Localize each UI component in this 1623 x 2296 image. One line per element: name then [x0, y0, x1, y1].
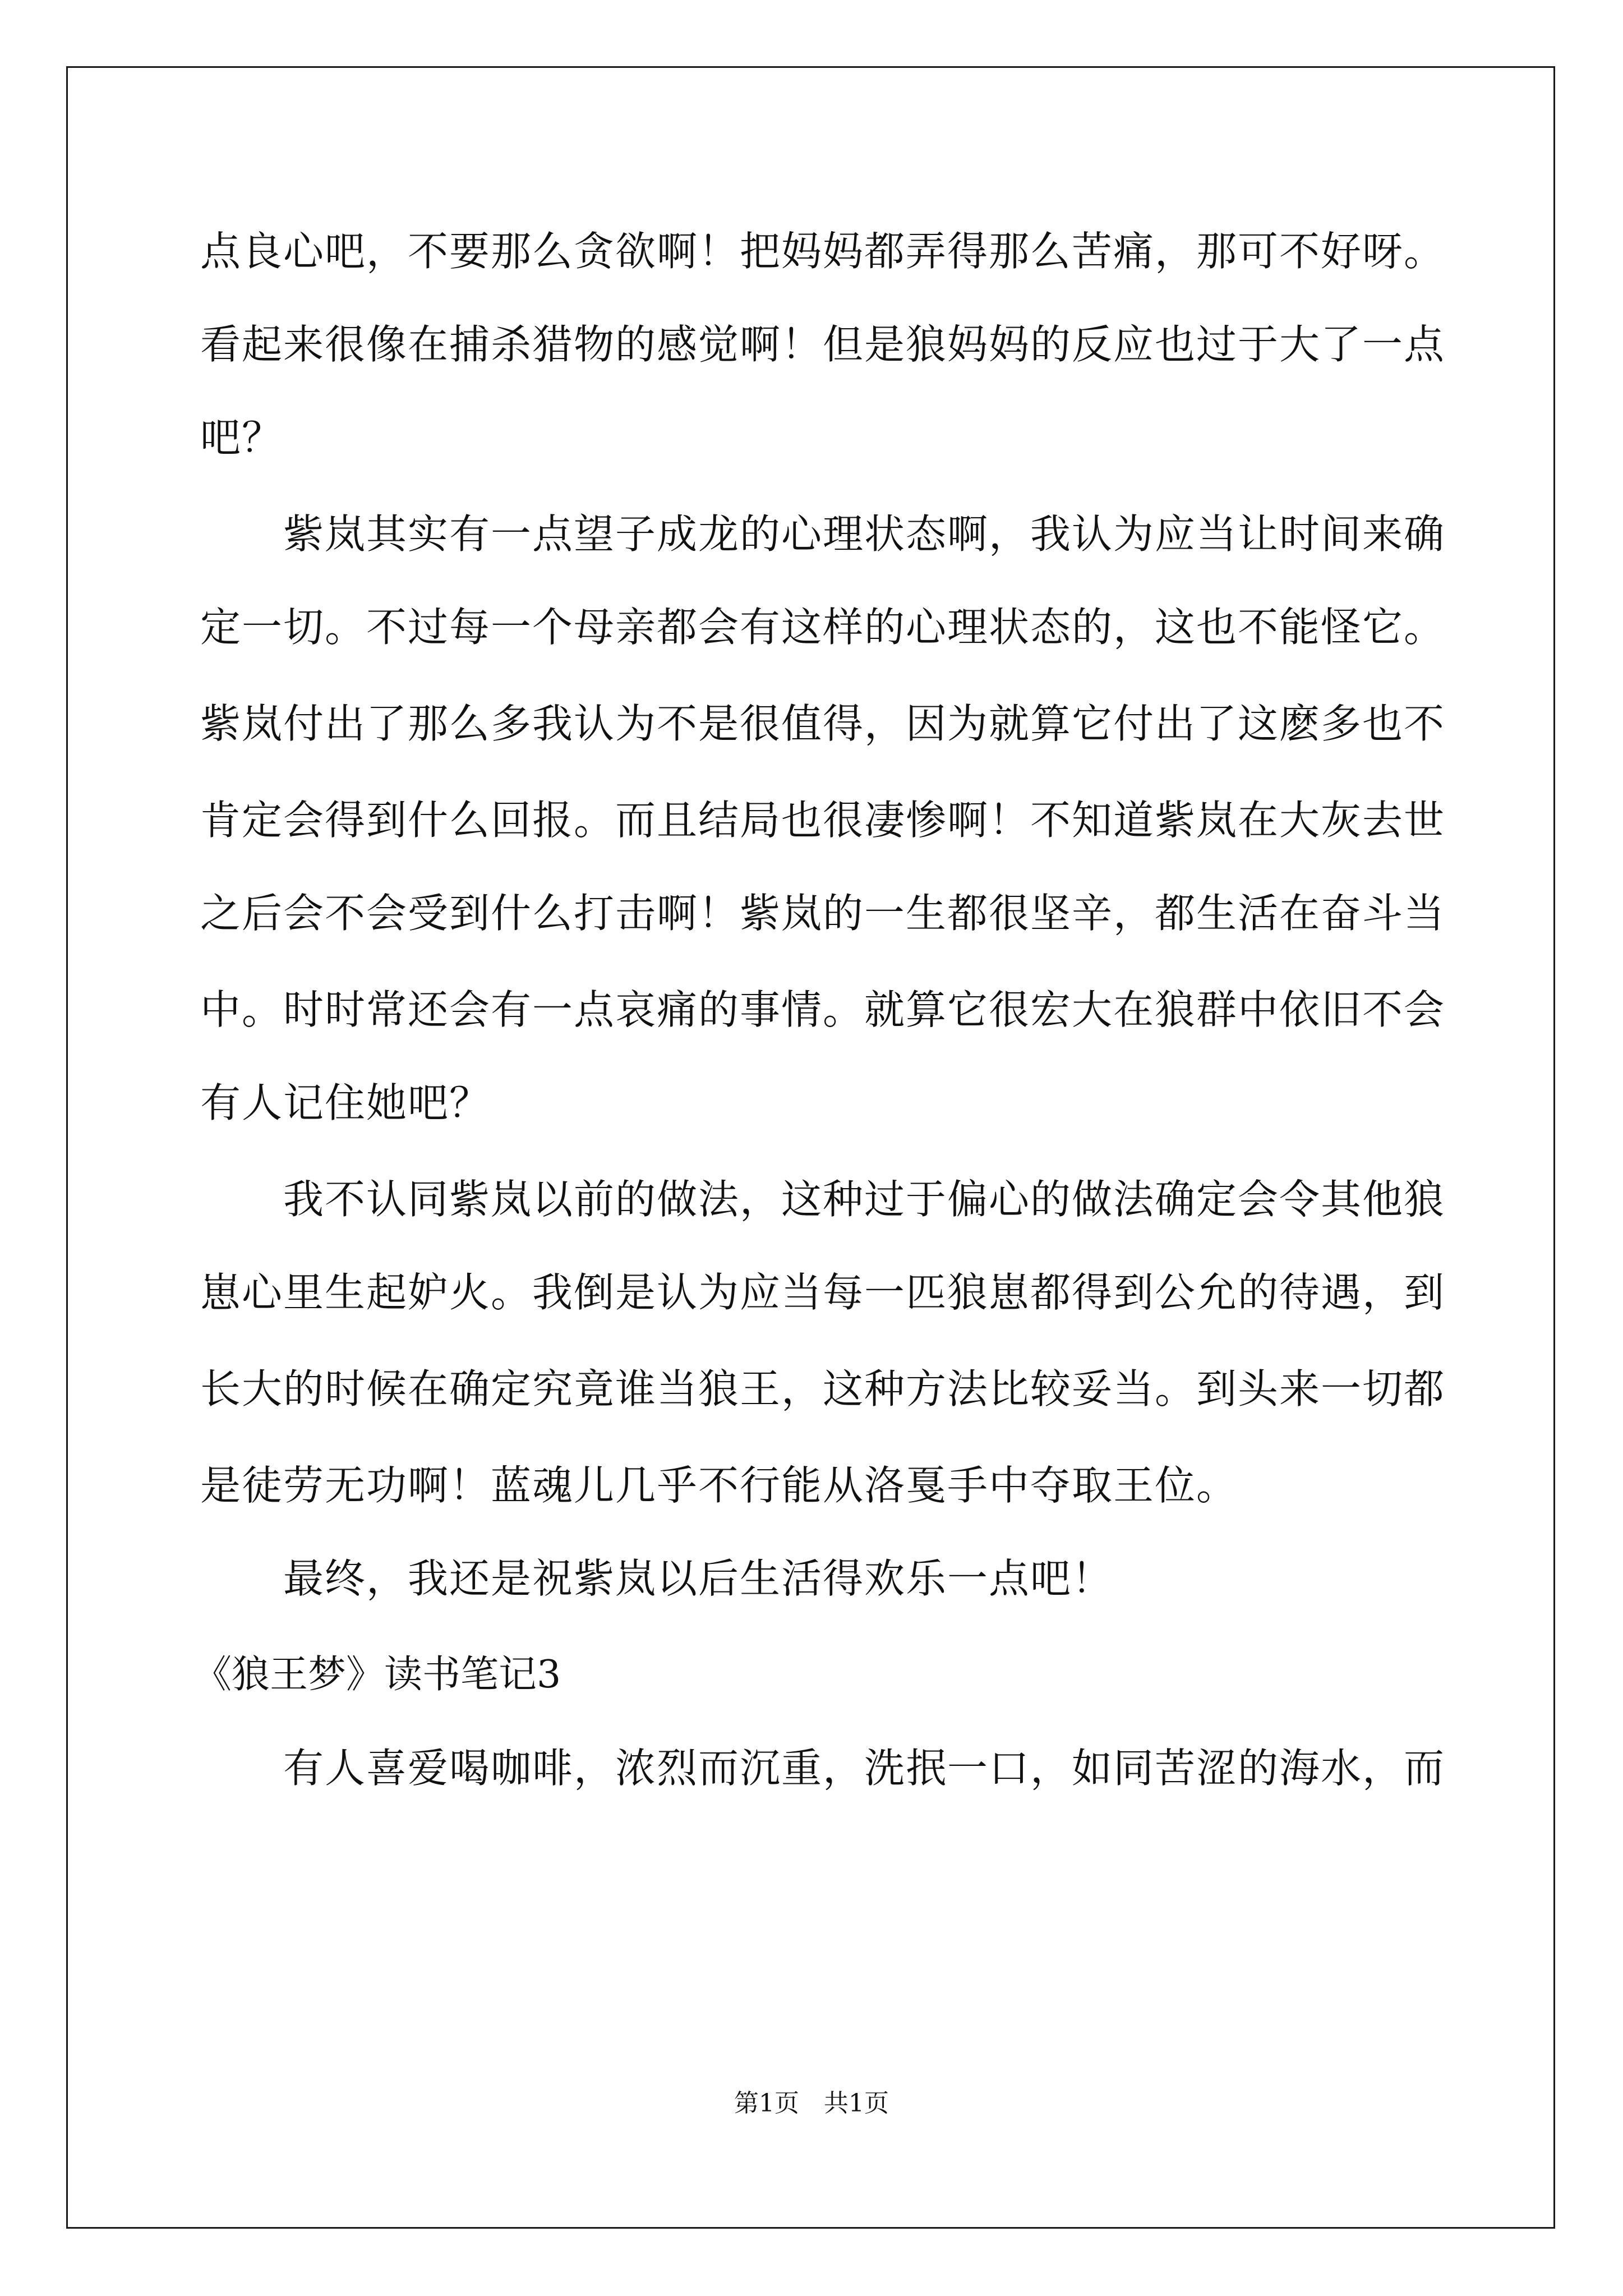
text-line: 吧？	[200, 414, 284, 461]
text-line: 长大的时候在确定究竟谁当狼王，这种方法比较妥当。到头来一切都	[200, 1365, 1446, 1412]
text-line: 肯定会得到什么回报。而且结局也很凄惨啊！不知道紫岚在大灰去世	[200, 797, 1446, 844]
text-line: 中。时时常还会有一点哀痛的事情。就算它很宏大在狼群中依旧不会	[200, 986, 1446, 1033]
page-footer: 第1页 共1页	[734, 2089, 889, 2118]
text-line: 是徒劳无功啊！蓝魂儿几乎不行能从洛戛手中夺取王位。	[200, 1462, 1238, 1509]
paragraph-start-line: 最终，我还是祝紫岚以后生活得欢乐一点吧！	[283, 1555, 1114, 1602]
text-line: 有人记住她吧？	[200, 1079, 491, 1126]
paragraph-start-line: 有人喜爱喝咖啡，浓烈而沉重，洗抿一口，如同苦涩的海水，而	[283, 1745, 1446, 1792]
section-heading: 《狼王梦》读书笔记3	[193, 1653, 561, 1697]
text-line: 崽心里生起妒火。我倒是认为应当每一匹狼崽都得到公允的待遇，到	[200, 1269, 1446, 1316]
paragraph-start-line: 我不认同紫岚以前的做法，这种过于偏心的做法确定会令其他狼	[283, 1176, 1446, 1223]
paragraph-start-line: 紫岚其实有一点望子成龙的心理状态啊，我认为应当让时间来确	[283, 510, 1446, 558]
text-line: 点良心吧，不要那么贪欲啊！把妈妈都弄得那么苦痛，那可不好呀。	[200, 228, 1446, 275]
text-line: 紫岚付出了那么多我认为不是很值得，因为就算它付出了这麽多也不	[200, 700, 1446, 747]
text-line: 定一切。不过每一个母亲都会有这样的心理状态的，这也不能怪它。	[200, 604, 1446, 651]
page-border	[66, 66, 1555, 2229]
text-line: 看起来很像在捕杀猎物的感觉啊！但是狼妈妈的反应也过于大了一点	[200, 321, 1446, 368]
text-line: 之后会不会受到什么打击啊！紫岚的一生都很坚辛，都生活在奋斗当	[200, 890, 1446, 937]
